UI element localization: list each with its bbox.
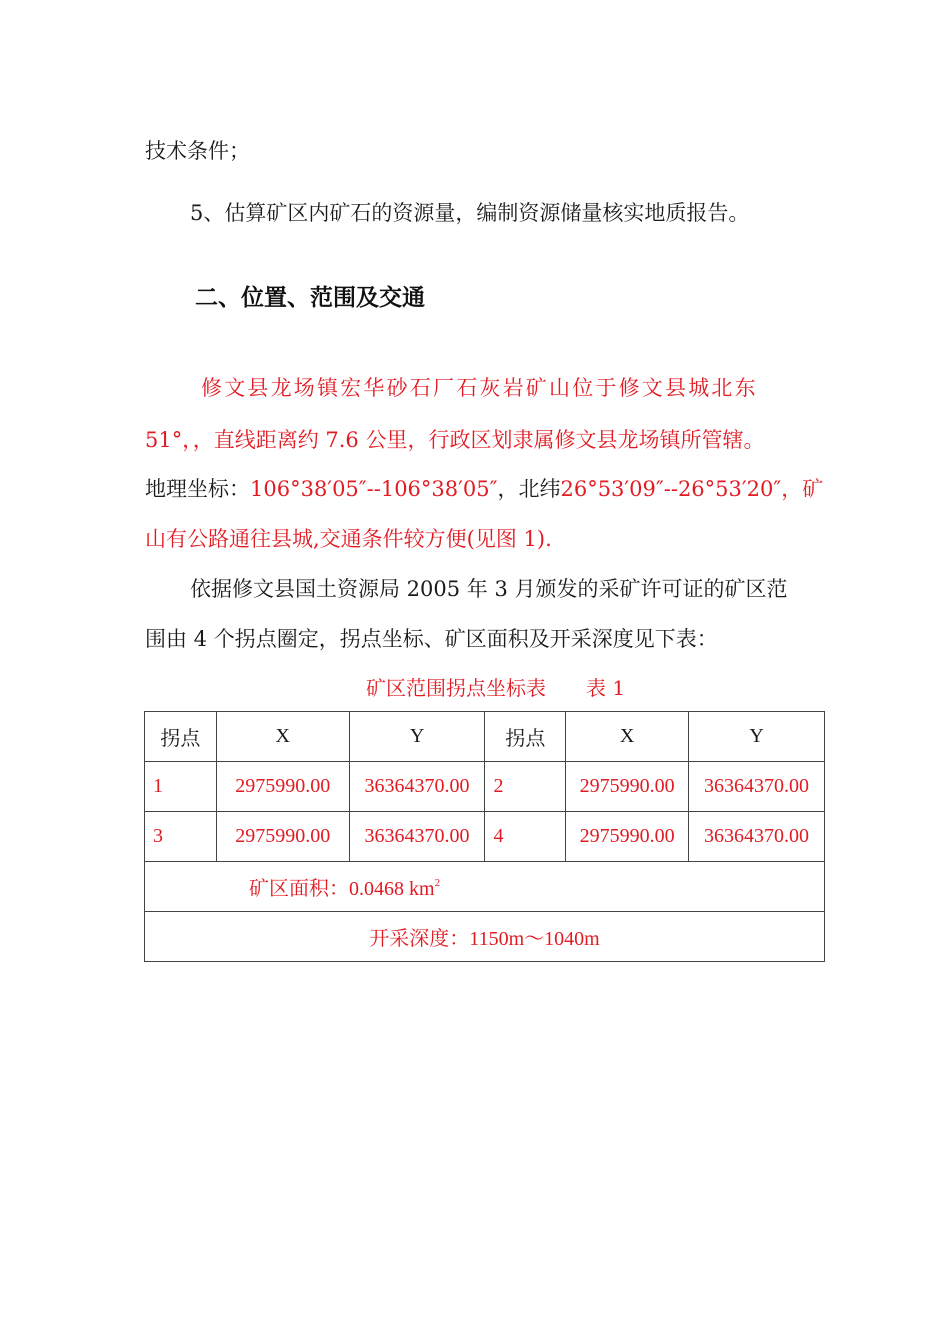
table-cell: 2975990.00 xyxy=(216,812,349,862)
table-cell: 2975990.00 xyxy=(566,762,689,812)
header-cell: Y xyxy=(349,712,485,762)
location-line-3 xyxy=(145,475,823,503)
location-line-3-tail: 矿 xyxy=(802,477,824,501)
area-row xyxy=(145,862,825,912)
table-cell: 2975990.00 xyxy=(566,812,689,862)
header-cell: X xyxy=(216,712,349,762)
table-cell: 3 xyxy=(145,812,217,862)
header-cell: 拐点 xyxy=(145,712,217,762)
table-cell: 36364370.00 xyxy=(689,812,825,862)
depth-row xyxy=(145,912,825,962)
header-cell: Y xyxy=(689,712,825,762)
header-cell: X xyxy=(566,712,689,762)
table-cell: 2 xyxy=(485,762,566,812)
longitude-range: 106°38′05″--106°38′05″ xyxy=(250,477,498,501)
mine-area-value: 0.0468 xyxy=(349,878,404,900)
mining-depth-cell: 开采深度：1150m～1040m xyxy=(145,912,825,962)
table-cell: 36364370.00 xyxy=(349,762,485,812)
table-cell: 36364370.00 xyxy=(689,762,825,812)
table-cell: 2975990.00 xyxy=(216,762,349,812)
paragraph-tech-conditions: 技术条件； xyxy=(145,139,250,163)
coordinate-table xyxy=(144,711,825,962)
table-row xyxy=(145,762,825,812)
table-cell: 4 xyxy=(485,812,566,862)
paragraph-item-5: 5、估算矿区内矿石的资源量，编制资源储量核实地质报告。 xyxy=(190,201,750,225)
latitude-range: 26°53′09″--26°53′20″， xyxy=(560,477,803,501)
table-row xyxy=(145,812,825,862)
table-cell: 1 xyxy=(145,762,217,812)
basis-line-2: 围由 4 个拐点圈定，拐点坐标、矿区面积及开采深度见下表： xyxy=(145,627,718,651)
location-line-4: 山有公路通往县城,交通条件较方便(见图 1). xyxy=(145,527,552,551)
table-cell: 36364370.00 xyxy=(349,812,485,862)
geo-coord-label: 地理坐标： xyxy=(145,477,250,501)
location-line-1: 修文县龙场镇宏华砂石厂石灰岩矿山位于修文县城北东 xyxy=(201,376,758,400)
basis-line-1: 依据修文县国土资源局 2005 年 3 月颁发的采矿许可证的矿区范 xyxy=(190,577,788,601)
location-line-2: 51°，，直线距离约 7.6 公里，行政区划隶属修文县龙场镇所管辖。 xyxy=(145,428,765,452)
latitude-label: ，北纬 xyxy=(497,477,561,501)
table-header-row xyxy=(145,712,825,762)
mine-area-unit: km xyxy=(409,878,435,900)
mine-area-cell xyxy=(145,862,825,912)
table-caption: 矿区范围拐点坐标表 表 1 xyxy=(366,676,626,700)
mine-area-unit-exponent: 2 xyxy=(434,877,441,889)
section-heading-location: 二、位置、范围及交通 xyxy=(195,285,425,311)
mine-area-label: 矿区面积： xyxy=(249,878,349,900)
header-cell: 拐点 xyxy=(485,712,566,762)
